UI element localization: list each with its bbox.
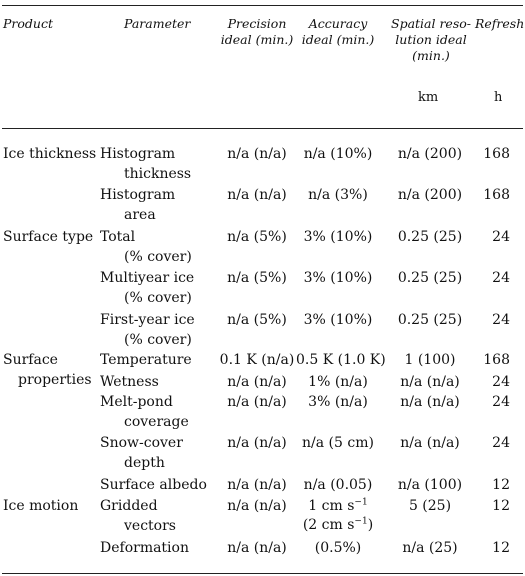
parameter-cell: coverage: [124, 414, 189, 430]
spatial-cell: n/a (25): [402, 540, 458, 556]
accuracy-cell: 3% (n/a): [308, 394, 368, 410]
precision-cell: n/a (5%): [227, 312, 287, 328]
header-product: Product: [3, 16, 53, 31]
accuracy-value: 1 cm s: [308, 498, 355, 514]
spatial-cell: n/a (n/a): [400, 394, 460, 410]
accuracy-cell: 3% (10%): [303, 229, 373, 245]
spatial-cell: 0.25 (25): [397, 270, 463, 286]
precision-cell: n/a (n/a): [227, 187, 287, 203]
parameter-cell: area: [124, 207, 156, 223]
precision-cell: n/a (n/a): [227, 394, 287, 410]
parameter-cell: (% cover): [124, 332, 192, 348]
refresh-cell: 24: [492, 270, 510, 286]
header-spatial: Spatial reso- lution ideal (min.): [391, 16, 471, 63]
accuracy-cell: n/a (0.05): [303, 477, 373, 493]
parameter-cell: Surface albedo: [100, 477, 207, 493]
spatial-cell: 5 (25): [408, 498, 452, 514]
precision-cell: n/a (n/a): [227, 540, 287, 556]
spatial-unit: km: [418, 90, 439, 105]
refresh-cell: 168: [483, 146, 510, 162]
accuracy-cell: n/a (3%): [308, 187, 368, 203]
product-cell: Surface type: [3, 229, 94, 245]
product-cell: Ice thickness: [3, 146, 97, 162]
top-rule: [2, 5, 523, 6]
refresh-cell: 24: [492, 394, 510, 410]
accuracy-cell: 3% (10%): [303, 270, 373, 286]
refresh-cell: 24: [492, 435, 510, 451]
precision-cell: n/a (n/a): [227, 146, 287, 162]
refresh-cell: 168: [483, 187, 510, 203]
header-refresh: Refresh: [475, 16, 525, 31]
accuracy-cell: 0.5 K (1.0 K): [296, 352, 386, 368]
spatial-cell: 0.25 (25): [397, 229, 463, 245]
spatial-cell: n/a (n/a): [400, 435, 460, 451]
spatial-cell: n/a (200): [397, 146, 463, 162]
refresh-cell: 12: [492, 498, 510, 514]
refresh-cell: 12: [492, 540, 510, 556]
parameter-cell: depth: [124, 455, 165, 471]
parameter-cell: Multiyear ice: [100, 270, 195, 286]
product-cell: Ice motion: [3, 498, 79, 514]
precision-cell: n/a (5%): [227, 270, 287, 286]
header-precision: Precision ideal (min.): [220, 16, 294, 47]
bottom-rule: [2, 573, 523, 574]
refresh-cell: 24: [492, 312, 510, 328]
accuracy-min-exponent: −1: [354, 516, 368, 527]
parameter-cell: Snow-cover: [100, 435, 183, 451]
header-parameter: Parameter: [124, 16, 191, 31]
accuracy-min-value: (2 cm s: [302, 517, 355, 533]
precision-cell: n/a (n/a): [227, 435, 287, 451]
spatial-cell: 0.25 (25): [397, 312, 463, 328]
parameter-cell: Total: [100, 229, 136, 245]
parameter-cell: vectors: [124, 518, 176, 534]
product-cell: Surface: [3, 352, 58, 368]
parameter-cell: thickness: [124, 166, 192, 182]
product-cell-cont: properties: [18, 372, 92, 388]
spatial-cell: n/a (n/a): [400, 374, 460, 390]
parameter-cell: (% cover): [124, 290, 192, 306]
refresh-cell: 12: [492, 477, 510, 493]
spatial-cell: n/a (200): [397, 187, 463, 203]
spatial-cell: n/a (100): [397, 477, 463, 493]
parameter-cell: Temperature: [100, 352, 192, 368]
header-rule: [2, 128, 523, 129]
header-accuracy: Accuracy ideal (min.): [301, 16, 375, 47]
spatial-cell: 1 (100): [404, 352, 456, 368]
accuracy-cell: n/a (5 cm): [302, 435, 374, 451]
precision-cell: n/a (n/a): [227, 498, 287, 514]
parameter-cell: Histogram: [100, 187, 176, 203]
refresh-unit: h: [494, 90, 503, 105]
precision-cell: n/a (5%): [227, 229, 287, 245]
accuracy-cell: [296, 497, 380, 535]
refresh-cell: 24: [492, 229, 510, 245]
parameter-cell: Melt-pond: [100, 394, 173, 410]
refresh-cell: 168: [483, 352, 510, 368]
accuracy-cell: 1% (n/a): [308, 374, 368, 390]
precision-cell: 0.1 K (n/a): [219, 352, 295, 368]
accuracy-exponent: −1: [354, 497, 368, 508]
parameter-cell: Histogram: [100, 146, 176, 162]
refresh-cell: 24: [492, 374, 510, 390]
accuracy-close-paren: ): [367, 517, 374, 533]
accuracy-cell: n/a (10%): [303, 146, 373, 162]
parameter-cell: First-year ice: [100, 312, 195, 328]
parameter-cell: (% cover): [124, 249, 192, 265]
accuracy-cell: (0.5%): [314, 540, 362, 556]
parameter-cell: Gridded: [100, 498, 158, 514]
accuracy-cell: 3% (10%): [303, 312, 373, 328]
parameter-cell: Wetness: [100, 374, 159, 390]
precision-cell: n/a (n/a): [227, 477, 287, 493]
precision-cell: n/a (n/a): [227, 374, 287, 390]
parameter-cell: Deformation: [100, 540, 189, 556]
